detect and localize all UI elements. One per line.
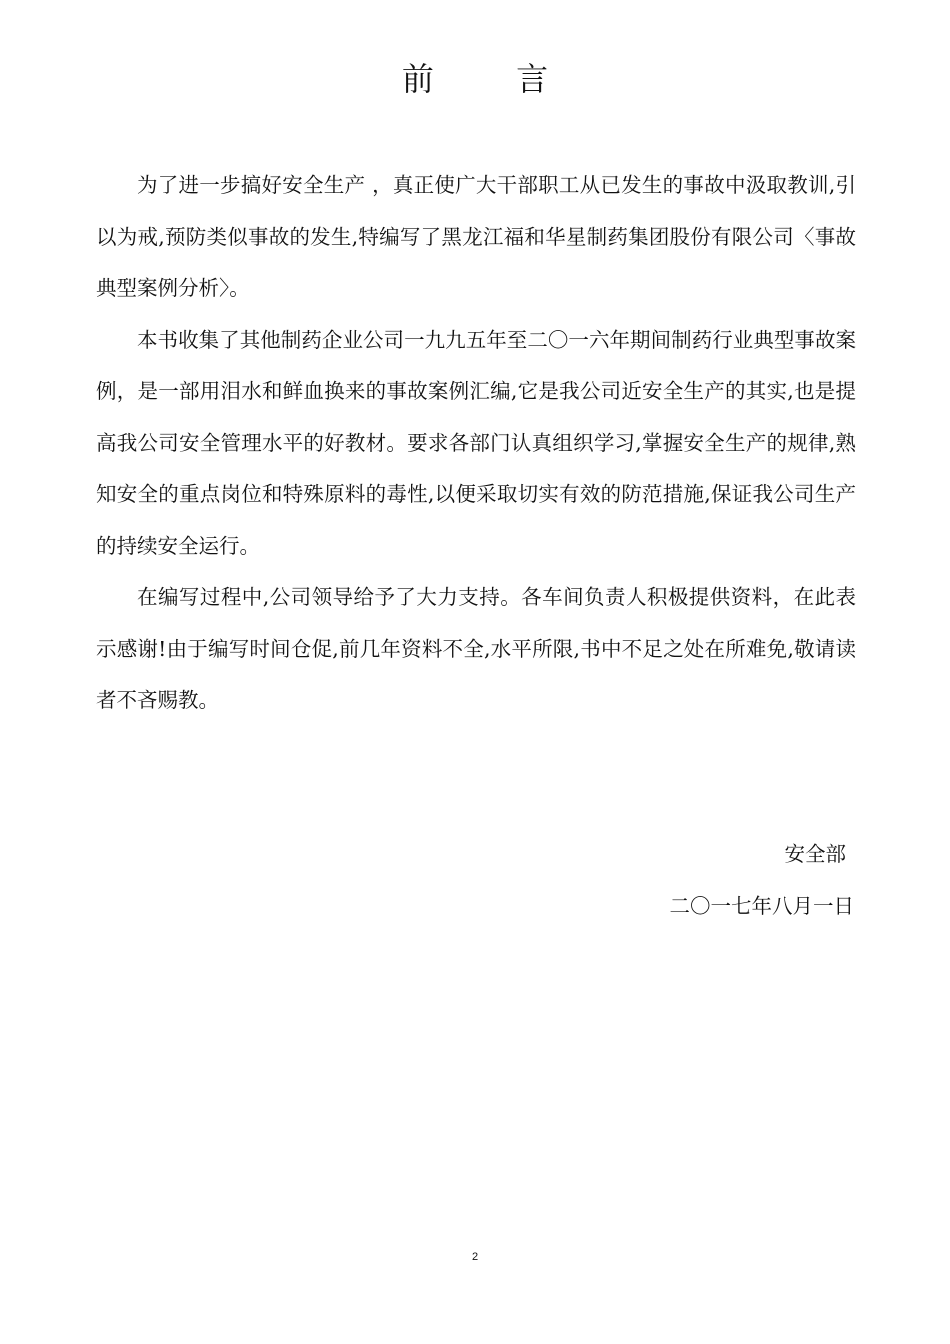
signature-block bbox=[670, 829, 855, 932]
signature-date: 二〇一七年八月一日 bbox=[669, 893, 854, 918]
page-title: 前 言 bbox=[401, 60, 585, 98]
page-number: 2 bbox=[471, 1251, 479, 1263]
paragraph: 为了进一步搞好安全生产 ，真正使广大干部职工从已发生的事故中汲取教训,引以为戒,预防类似事故的发生,特编写了黑龙江福和华星制药集团股份有限公司〈事故典型案例分析〉。 bbox=[96, 173, 856, 300]
paragraph: 本书收集了其他制药企业公司一九九五年至二〇一六年期间制药行业典型事故案例，是一部用泪水和鲜血换来的事故案例汇编,它是我公司近安全生产的其实,也是提高我公司安全管理水平的好教材。要求各部门认真组织学习,掌握安全生产的规律,熟知安全的重点岗位和特殊原料的毒性,以便采取切实有效的防范措施,保证我公司生产的持续安全运行。 bbox=[96, 327, 856, 558]
signature-department: 安全部 bbox=[784, 842, 846, 866]
preface-body bbox=[96, 160, 856, 727]
paragraph: 在编写过程中,公司领导给予了大力支持。各车间负责人积极提供资料，在此表示感谢!由于编写时间仓促,前几年资料不全,水平所限,书中不足之处在所难免,敬请读者不吝赐教。 bbox=[96, 585, 856, 712]
